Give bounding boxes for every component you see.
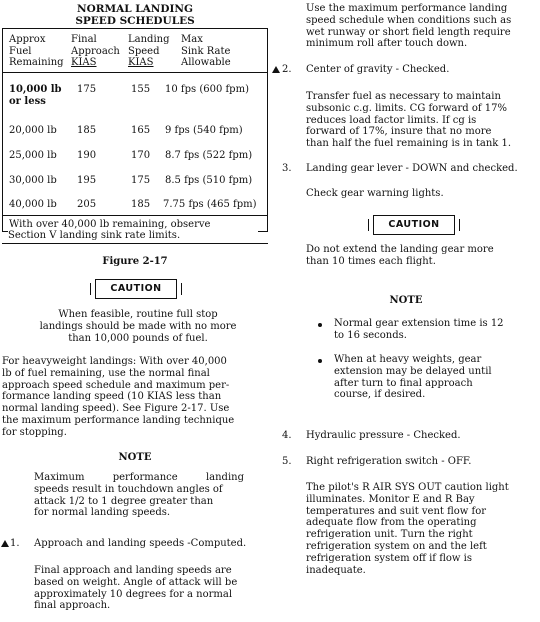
item-1-title: Approach and landing speeds -Computed. xyxy=(34,538,247,549)
table-footnote: With over 40,000 lb remaining, observe xyxy=(9,219,211,230)
item-4-number: 4. xyxy=(282,430,292,441)
heavyweight-paragraph: For heavyweight landings: With over 40,000 lb of fuel remaining, use the normal final approach speed schedule and maximum per- formance landing speed (10 KIAS less than normal landing speed). See Figure 2-17. Use the maximum performance landing technique for stopping. xyxy=(2,356,235,438)
table-title-line1: NORMAL LANDING xyxy=(77,3,193,15)
header-landing: Landing Speed KIAS xyxy=(128,34,170,68)
note-heading-2: NOTE xyxy=(389,295,423,306)
item-3-text: Check gear warning lights. xyxy=(306,188,444,199)
caution-2-text: Do not extend the landing gear more than 10 times each flight. xyxy=(306,244,494,267)
item-1-text: Final approach and landing speeds are based on weight. Angle of attack will be approximately 10 degrees for a normal final approach. xyxy=(34,565,238,612)
item-5-number: 5. xyxy=(282,456,292,467)
item-3-title: Landing gear lever - DOWN and checked. xyxy=(306,163,518,174)
bullet-icon xyxy=(318,359,322,363)
item-1-number: 1. xyxy=(10,538,20,549)
item-4-title: Hydraulic pressure - Checked. xyxy=(306,430,461,441)
item-5-text: The pilot's R AIR SYS OUT caution light illuminates. Monitor E and R Bay temperatures and suit vent flow for adequate flow from the operating refrigeration unit. Turn the right refrigeration system on and the left refrigeration system off if flow is inadequate. xyxy=(306,482,509,576)
warning-triangle-icon xyxy=(272,66,280,73)
table-header-rule xyxy=(3,72,267,73)
landing-speed-table: Approx Fuel Remaining Final Approach KIAS Landing Speed KIAS Max Sink Rate Allowable 10,000 lb or less 175 155 10 fps (600 fpm) 20,000 lb 185 165 9 fps (540 fpm) 25,000 lb 190 170 8.7 fps (522 fpm) 30,000 lb 195 175 8.5 fps (510 fpm) 40,000 lb 205 185 7.75 fps (465 fpm) With over 40,000 lb remaining, observe xyxy=(2,28,268,232)
table-bottom-rule xyxy=(2,243,268,244)
max-performance-paragraph: Use the maximum performance landing speed schedule when conditions such as wet runway or short field length require minimum roll after touch down. xyxy=(306,3,512,50)
table-footer-rule xyxy=(3,215,267,216)
item-3-number: 3. xyxy=(282,163,292,174)
caution-box-2: CAUTION xyxy=(373,215,455,235)
item-2-number: 2. xyxy=(282,64,292,75)
table-footnote-line2: Section V landing sink rate limits. xyxy=(8,230,258,242)
warning-triangle-icon xyxy=(1,540,9,547)
caution-box-1: CAUTION xyxy=(95,279,177,299)
figure-label: Figure 2-17 xyxy=(102,256,168,267)
note-1-text: Maximum performance landing speeds result in touchdown angles of attack 1/2 to 1 degree greater than for normal landing speeds. xyxy=(34,472,244,519)
header-sink-rate: Max Sink Rate Allowable xyxy=(181,34,231,68)
item-2-title: Center of gravity - Checked. xyxy=(306,64,450,75)
header-approach: Final Approach KIAS xyxy=(71,34,120,68)
table-title-line2: SPEED SCHEDULES xyxy=(75,15,195,27)
header-fuel: Approx Fuel Remaining xyxy=(9,34,64,68)
caution-1-text: When feasible, routine full stop landings should be made with no more than 10,000 pounds of fuel. xyxy=(39,309,237,344)
bullet-icon xyxy=(318,323,322,327)
note-2-bullet-2: When at heavy weights, gear extension may be delayed until after turn to final approach course, if desired. xyxy=(334,354,492,401)
item-5-title: Right refrigeration switch - OFF. xyxy=(306,456,472,467)
note-2-bullet-1: Normal gear extension time is 12 to 16 seconds. xyxy=(334,318,504,341)
item-2-text: Transfer fuel as necessary to maintain subsonic c.g. limits. CG forward of 17% reduces load factor limits. If cg is forward of 17%, insure that no more than half the fuel remaining is in tank 1. xyxy=(306,91,512,150)
note-heading-1: NOTE xyxy=(118,452,152,463)
